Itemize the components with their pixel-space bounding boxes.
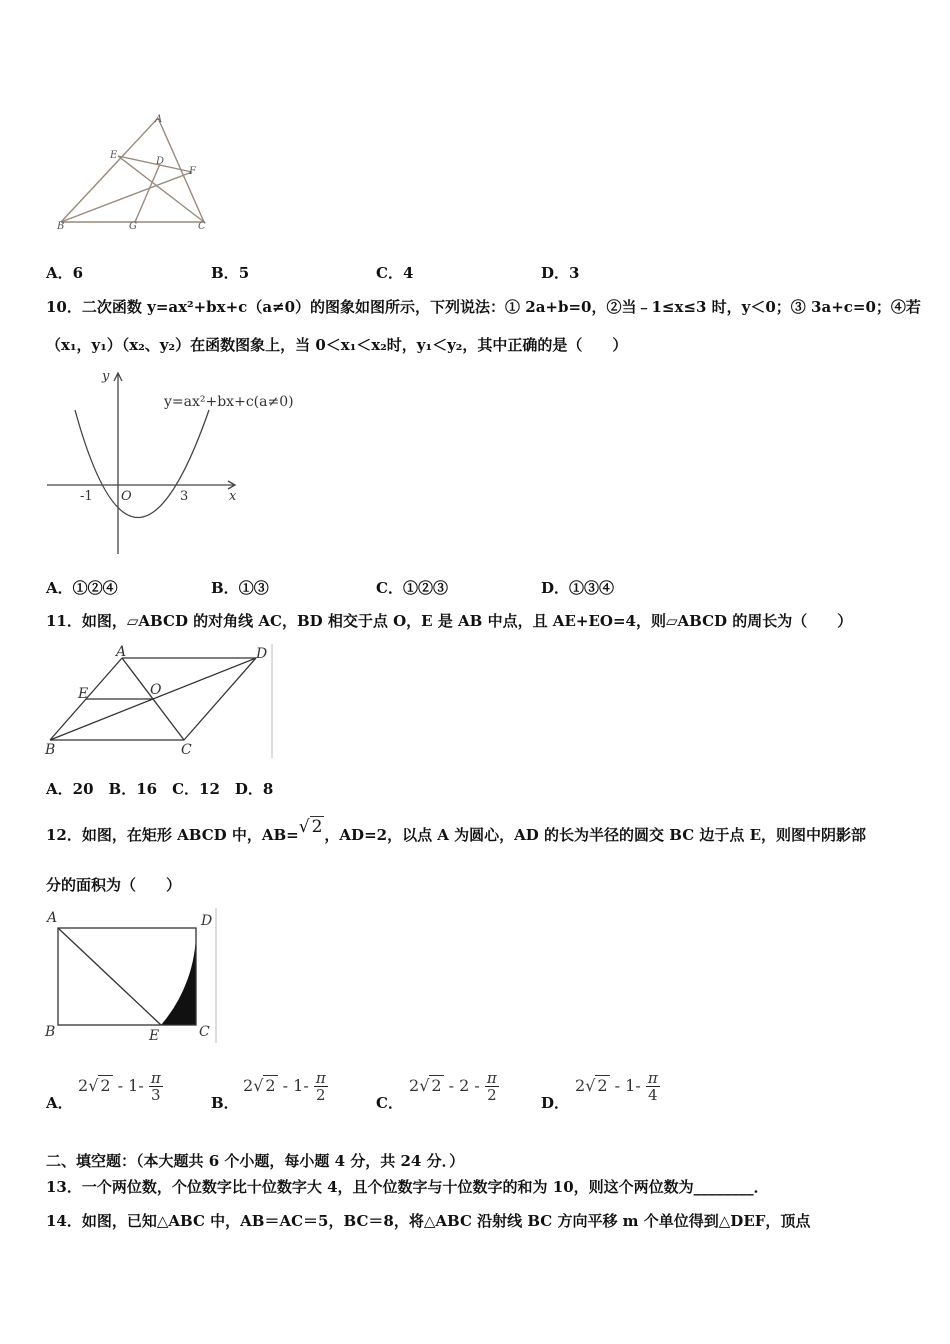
q11-label-o: O [150, 682, 162, 698]
q10-stem-line2: （x₁，y₁）（x₂、y₂）在函数图象上，当 0＜x₁＜x₂时，y₁＜y₂，其中正确的是（ ） [46, 336, 628, 354]
q10-option-c: C．①②③ [376, 579, 448, 597]
q10-option-d: D．①③④ [541, 579, 615, 597]
q9-option-c: C．4 [376, 264, 414, 282]
q10-parabola-graph [44, 368, 294, 558]
q9-option-a: A．6 [46, 264, 84, 282]
q11-label-c: C [181, 742, 192, 758]
q9-triangle-figure [52, 112, 222, 232]
q10-option-b: B．①③ [211, 579, 269, 597]
q11-options: A．20 B．16 C．12 D．8 [46, 780, 274, 798]
q12-label-e: E [149, 1028, 160, 1043]
q9-option-d: D．3 [541, 264, 580, 282]
q12-option-a-expr: 2√ 2 - 1- $\frac{\pi}{3}$ [78, 1069, 161, 1104]
q10-option-a: A．①②④ [46, 579, 118, 597]
q11-stem: 11．如图，▱ABCD 的对角线 AC，BD 相交于点 O，E 是 AB 中点，且 AE+EO=4，则▱ABCD 的周长为（ ） [46, 612, 853, 630]
q10-tick-neg1: -1 [80, 489, 93, 504]
q11-label-b: B [45, 742, 56, 758]
q12-option-d-expr: 2√ 2 - 1- $\frac{\pi}{4}$ [575, 1069, 658, 1104]
q9-label-b: B [57, 221, 65, 232]
q12-sqrt-expr: √ 2 [298, 817, 323, 837]
q9-option-b: B．5 [211, 264, 250, 282]
q12-option-c-expr: 2√ 2 - 2 - $\frac{\pi}{2}$ [409, 1069, 497, 1104]
q12-option-d-letter: D． [541, 1094, 570, 1112]
q10-origin: O [121, 489, 132, 504]
q12-label-d: D [201, 913, 213, 929]
q9-label-e: E [110, 150, 118, 161]
q12-rectangle-figure [44, 908, 224, 1043]
q11-label-a: A [116, 644, 127, 660]
q12-stem-before: 12．如图，在矩形 ABCD 中，AB= [46, 826, 299, 844]
q12-option-b-letter: B． [211, 1094, 239, 1112]
q10-axis-x: x [229, 489, 237, 504]
q11-label-e: E [78, 686, 89, 702]
q12-label-b: B [45, 1024, 56, 1040]
q12-stem-after: ，AD=2，以点 A 为圆心，AD 的长为半径的圆交 BC 边于点 E，则图中阴影部 [324, 826, 867, 844]
q11-parallelogram-figure [44, 644, 274, 759]
q12-label-a: A [47, 910, 58, 926]
q9-label-g: G [129, 221, 137, 232]
q9-label-c: C [198, 221, 206, 232]
q12-option-b-expr: 2√ 2 - 1- $\frac{\pi}{2}$ [243, 1069, 326, 1104]
q11-label-d: D [256, 646, 268, 662]
q12-stem-line1 [46, 817, 867, 845]
q10-curve-label: y=ax²+bx+c(a≠0) [164, 394, 294, 410]
q10-axis-y: y [102, 369, 110, 384]
section2-heading: 二、填空题：（本大题共 6 个小题，每小题 4 分，共 24 分．） [46, 1152, 465, 1170]
q10-stem-line1: 10．二次函数 y=ax²+bx+c（a≠0）的图象如图所示，下列说法：① 2a+b=0，②当﹣1≤x≤3 时，y＜0；③ 3a+c=0；④若 [46, 298, 921, 316]
q14-stem: 14．如图，已知△ABC 中，AB＝AC＝5，BC＝8，将△ABC 沿射线 BC 方向平移 m 个单位得到△DEF，顶点 [46, 1212, 811, 1230]
q9-label-a: A [155, 114, 163, 125]
q10-tick-3: 3 [180, 489, 189, 504]
q12-option-a-letter: A． [46, 1094, 73, 1112]
q12-stem-line2: 分的面积为（ ） [46, 876, 182, 894]
q9-label-d: D [156, 156, 165, 167]
q13-stem: 13．一个两位数，个位数字比十位数字大 4，且个位数字与十位数字的和为 10，则这个两位数为________． [46, 1178, 769, 1196]
q9-label-f: F [189, 166, 196, 177]
q12-option-c-letter: C． [376, 1094, 403, 1112]
q12-label-c: C [199, 1024, 210, 1040]
